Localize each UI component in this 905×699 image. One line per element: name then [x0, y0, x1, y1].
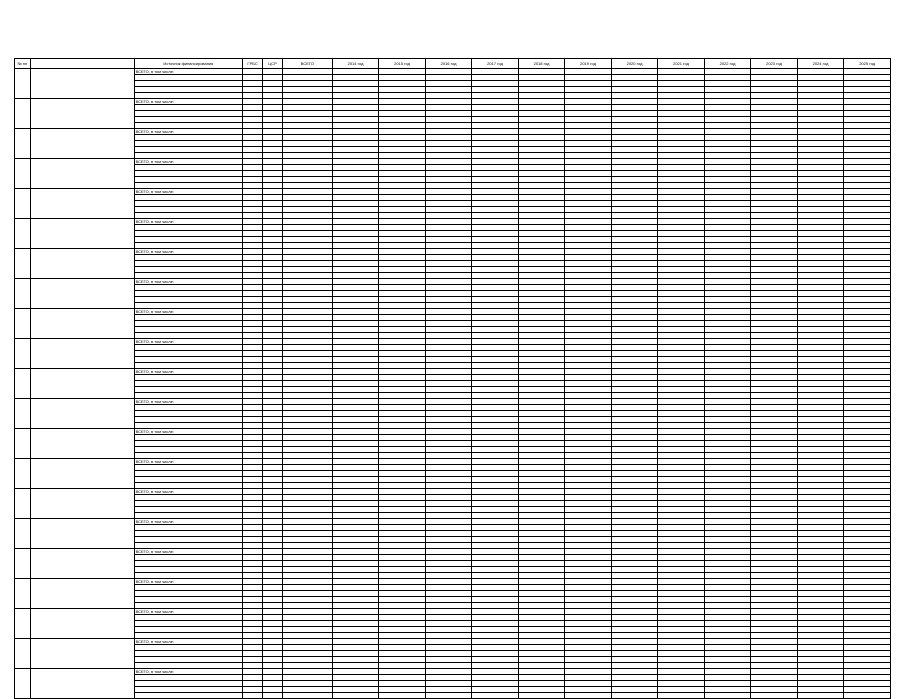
item-number	[15, 549, 31, 579]
value-cell	[704, 693, 751, 699]
funding-source: ВСЕГО, в том числе:	[134, 99, 243, 105]
item-number	[15, 99, 31, 129]
value-cell	[332, 693, 379, 699]
column-header: 2019 год	[565, 59, 612, 69]
column-header: Источник финансирования	[134, 59, 243, 69]
item-name	[30, 309, 134, 339]
item-name	[30, 429, 134, 459]
column-header: ВСЕГО	[282, 59, 332, 69]
item-name	[30, 219, 134, 249]
funding-source: ВСЕГО, в том числе:	[134, 429, 243, 435]
column-header: 2018 год	[518, 59, 565, 69]
value-cell	[844, 693, 891, 699]
funding-source: ВСЕГО, в том числе:	[134, 249, 243, 255]
item-name	[30, 159, 134, 189]
item-number	[15, 489, 31, 519]
funding-source: ВСЕГО, в том числе:	[134, 639, 243, 645]
item-name	[30, 549, 134, 579]
item-number	[15, 579, 31, 609]
column-header: 2015 год	[379, 59, 426, 69]
value-cell	[379, 693, 426, 699]
item-number	[15, 339, 31, 369]
column-header: ЦСР	[263, 59, 283, 69]
item-number	[15, 69, 31, 99]
column-header: 2021 год	[658, 59, 705, 69]
value-cell	[797, 693, 844, 699]
item-name	[30, 279, 134, 309]
funding-source: ВСЕГО, в том числе:	[134, 519, 243, 525]
item-name	[30, 99, 134, 129]
item-name	[30, 669, 134, 699]
item-number	[15, 129, 31, 159]
item-name	[30, 129, 134, 159]
item-number	[15, 429, 31, 459]
column-header: 2016 год	[425, 59, 472, 69]
funding-source: ВСЕГО, в том числе:	[134, 399, 243, 405]
item-number	[15, 459, 31, 489]
funding-source: ВСЕГО, в том числе:	[134, 69, 243, 75]
item-number	[15, 669, 31, 699]
column-header: № пп	[15, 59, 31, 69]
column-header: 2024 год	[797, 59, 844, 69]
item-number	[15, 519, 31, 549]
value-cell	[611, 693, 658, 699]
funding-source: ВСЕГО, в том числе:	[134, 609, 243, 615]
column-header: 2020 год	[611, 59, 658, 69]
funding-source: ВСЕГО, в том числе:	[134, 339, 243, 345]
table-row	[15, 693, 891, 699]
item-number	[15, 609, 31, 639]
column-header: ГРБС	[243, 59, 263, 69]
funding-source: ВСЕГО, в том числе:	[134, 189, 243, 195]
column-header: 2014 год	[332, 59, 379, 69]
funding-source: ВСЕГО, в том числе:	[134, 159, 243, 165]
column-header: 2025 год	[844, 59, 891, 69]
item-number	[15, 369, 31, 399]
column-header	[30, 59, 134, 69]
funding-source: ВСЕГО, в том числе:	[134, 279, 243, 285]
item-number	[15, 399, 31, 429]
value-cell	[658, 693, 705, 699]
funding-source: ВСЕГО, в том числе:	[134, 459, 243, 465]
item-number	[15, 639, 31, 669]
value-cell	[263, 693, 283, 699]
funding-source: ВСЕГО, в том числе:	[134, 489, 243, 495]
financing-table	[14, 58, 891, 699]
funding-source: ВСЕГО, в том числе:	[134, 579, 243, 585]
item-name	[30, 339, 134, 369]
value-cell	[243, 693, 263, 699]
item-name	[30, 399, 134, 429]
item-name	[30, 519, 134, 549]
value-cell	[282, 693, 332, 699]
item-name	[30, 579, 134, 609]
column-header: 2017 год	[472, 59, 519, 69]
funding-source: ВСЕГО, в том числе:	[134, 309, 243, 315]
item-name	[30, 639, 134, 669]
item-number	[15, 309, 31, 339]
funding-source: ВСЕГО, в том числе:	[134, 129, 243, 135]
value-cell	[518, 693, 565, 699]
column-header: 2022 год	[704, 59, 751, 69]
item-name	[30, 69, 134, 99]
funding-source: ВСЕГО, в том числе:	[134, 369, 243, 375]
funding-source: ВСЕГО, в том числе:	[134, 219, 243, 225]
item-number	[15, 219, 31, 249]
table-header-row	[15, 59, 891, 69]
funding-source	[134, 693, 243, 699]
value-cell	[472, 693, 519, 699]
value-cell	[425, 693, 472, 699]
funding-source: ВСЕГО, в том числе:	[134, 549, 243, 555]
item-name	[30, 609, 134, 639]
item-name	[30, 369, 134, 399]
item-name	[30, 189, 134, 219]
item-number	[15, 279, 31, 309]
item-name	[30, 459, 134, 489]
column-header: 2023 год	[751, 59, 798, 69]
item-number	[15, 189, 31, 219]
value-cell	[565, 693, 612, 699]
item-number	[15, 159, 31, 189]
item-number	[15, 249, 31, 279]
funding-source: ВСЕГО, в том числе:	[134, 669, 243, 675]
value-cell	[751, 693, 798, 699]
item-name	[30, 489, 134, 519]
item-name	[30, 249, 134, 279]
